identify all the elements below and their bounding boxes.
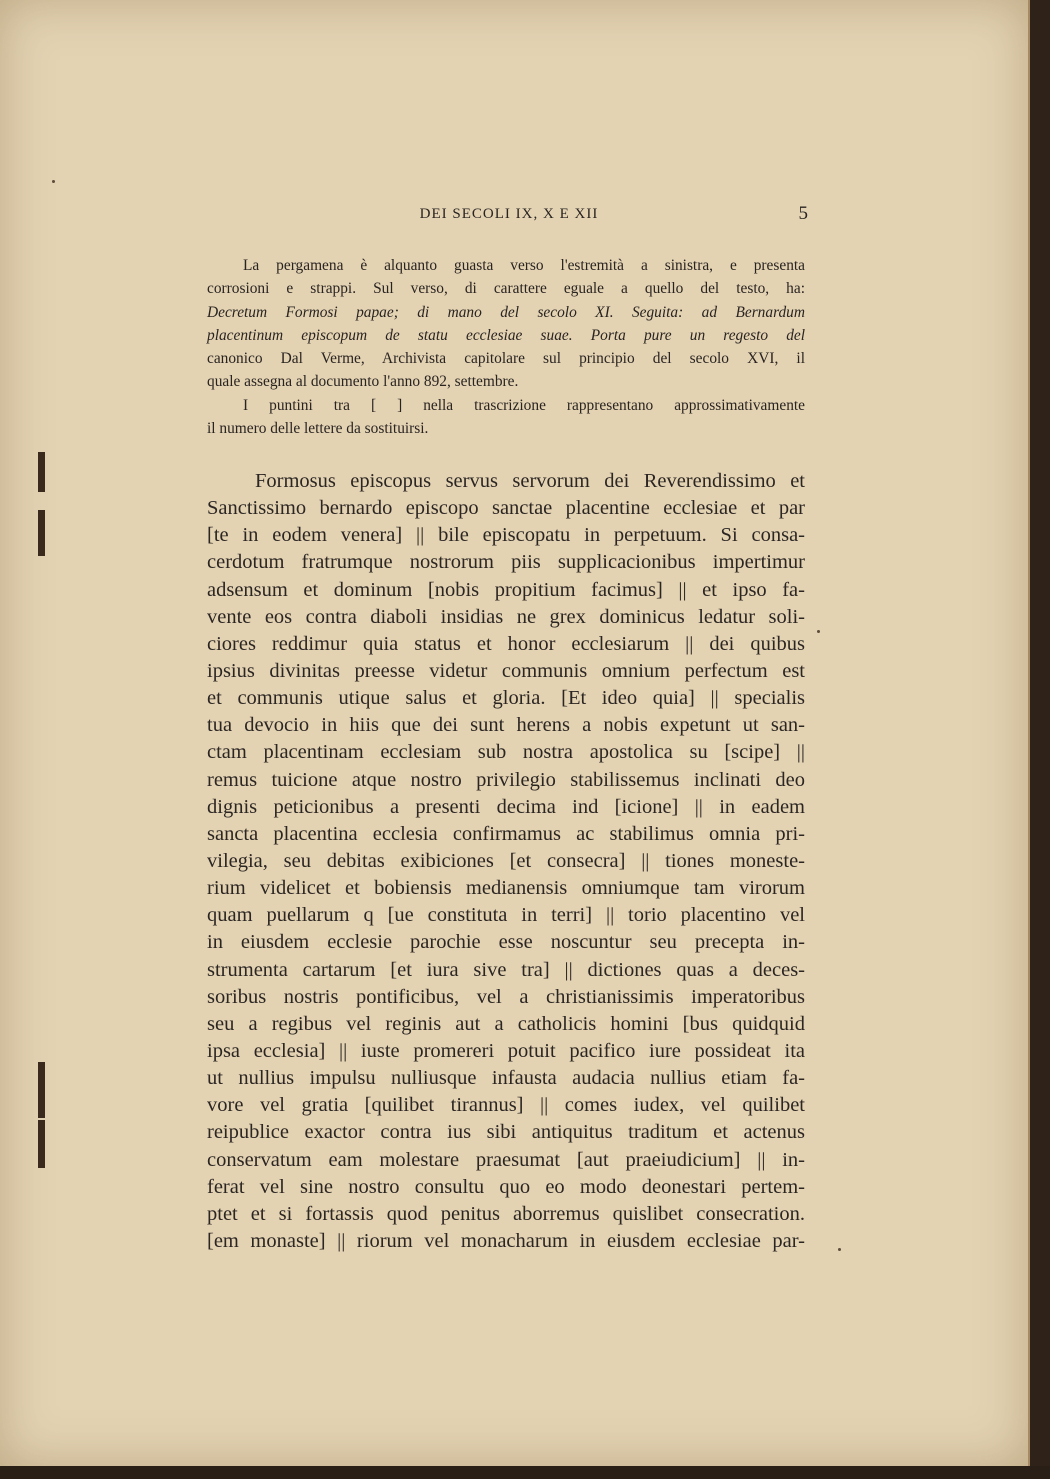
text-line: et communis utique salus et gloria. [Et ideo quia] || specialis: [207, 687, 805, 710]
binding-stain: [38, 1120, 45, 1168]
text-line: soribus nostris pontificibus, vel a christianissimis imperatoribus: [207, 985, 805, 1008]
text-line: vilegia, seu debitas exibiciones [et consecra] || tiones moneste-: [207, 849, 805, 872]
binding-stain: [38, 1062, 45, 1118]
binding-stain: [38, 510, 45, 556]
text-line: conservatum eam molestare praesumat [aut praeiudicium] || in-: [207, 1148, 805, 1171]
note-line: La pergamena è alquanto guasta verso l'estremità a sinistra, e presenta: [243, 257, 805, 274]
text-line: strumenta cartarum [et iura sive tra] || dictiones quas a deces-: [207, 958, 805, 981]
note-line: il numero delle lettere da sostituirsi.: [207, 420, 429, 438]
text-line: vore vel gratia [quilibet tirannus] || comes iudex, vel quilibet: [207, 1094, 805, 1117]
note-line: canonico Dal Verme, Archivista capitolare sul principio del secolo XVI, il: [207, 350, 805, 368]
text-line: vente eos contra diaboli insidias ne grex dominicus ledatur soli-: [207, 605, 805, 628]
text-line: quam puellarum q [ue constituta in terri] || torio placentino vel: [207, 904, 805, 927]
text-line: in eiusdem ecclesie parochie esse noscuntur seu precepta in-: [207, 931, 805, 954]
running-head: [210, 200, 808, 228]
text-line: adsensum et dominum [nobis propitium facimus] || et ipso fa-: [207, 578, 805, 601]
note-line: quale assegna al documento l'anno 892, settembre.: [207, 373, 519, 391]
text-line: Sanctissimo bernardo episcopo sanctae placentine ecclesiae et par: [207, 497, 805, 520]
text-line: rium videlicet et bobiensis medianensis omniumque tam virorum: [207, 877, 805, 900]
text-line: ciores reddimur quia status et honor ecclesiarum || dei quibus: [207, 632, 805, 655]
text-line: sancta placentina ecclesia confirmamus ac stabilimus omnia pri-: [207, 822, 805, 845]
text-line: [em monaste] || riorum vel monacharum in eiusdem ecclesiae par-: [207, 1229, 805, 1252]
text-line: tua devocio in hiis que dei sunt herens a nobis expetunt ut san-: [207, 714, 805, 737]
text-line: ipsius divinitas preesse videtur communis omnium perfectum est: [207, 659, 805, 682]
paper-speck: [838, 1248, 841, 1251]
text-line: ctam placentinam ecclesiam sub nostra apostolica su [scipe] ||: [207, 741, 805, 764]
page-edge-shadow: [0, 1466, 1050, 1479]
text-line: ut nullius impulsu nulliusque infausta audacia nullius etiam fa-: [207, 1067, 805, 1090]
running-title: DEI SECOLI IX, X E XII: [419, 206, 599, 222]
text-line: remus tuicione atque nostro privilegio stabilissemus inclinati deo: [207, 768, 805, 791]
text-line: cerdotum fratrumque nostrorum piis supplicacionibus impertimur: [207, 551, 805, 574]
note-line: Decretum Formosi papae; di mano del secolo XI. Seguita: ad Bernardum: [207, 303, 805, 321]
text-line: Formosus episcopus servus servorum dei Reverendissimo et: [255, 470, 805, 492]
text-line: dignis peticionibus a presenti decima ind [icione] || in eadem: [207, 795, 805, 818]
note-line: corrosioni e strappi. Sul verso, di carattere eguale a quello del testo, ha:: [207, 280, 805, 298]
note-line: placentinum episcopum de statu ecclesiae suae. Porta pure un regesto del: [207, 326, 805, 344]
text-line: reipublice exactor contra ius sibi antiquitus traditum et actenus: [207, 1121, 805, 1144]
paper-speck: [52, 180, 55, 183]
text-line: ptet et si fortassis quod penitus aborremus quislibet consecration.: [207, 1202, 805, 1225]
text-line: ipsa ecclesia] || iuste promereri potuit pacifico iure possideat ita: [207, 1039, 805, 1062]
note-line: I puntini tra [ ] nella trascrizione rappresentano approssimativamente: [243, 396, 805, 414]
transcription-text: [207, 468, 805, 1255]
text-line: [te in eodem venera] || bile episcopatu in perpetuum. Si consa-: [207, 524, 805, 547]
paper-speck: [817, 630, 820, 633]
text-line: ferat vel sine nostro consultu quo eo modo deonestari pertem-: [207, 1175, 805, 1198]
binding-stain: [38, 452, 45, 492]
page-number: 5: [798, 203, 808, 224]
text-line: seu a regibus vel reginis aut a catholicis homini [bus quidquid: [207, 1012, 805, 1035]
editorial-notes: [207, 254, 805, 440]
